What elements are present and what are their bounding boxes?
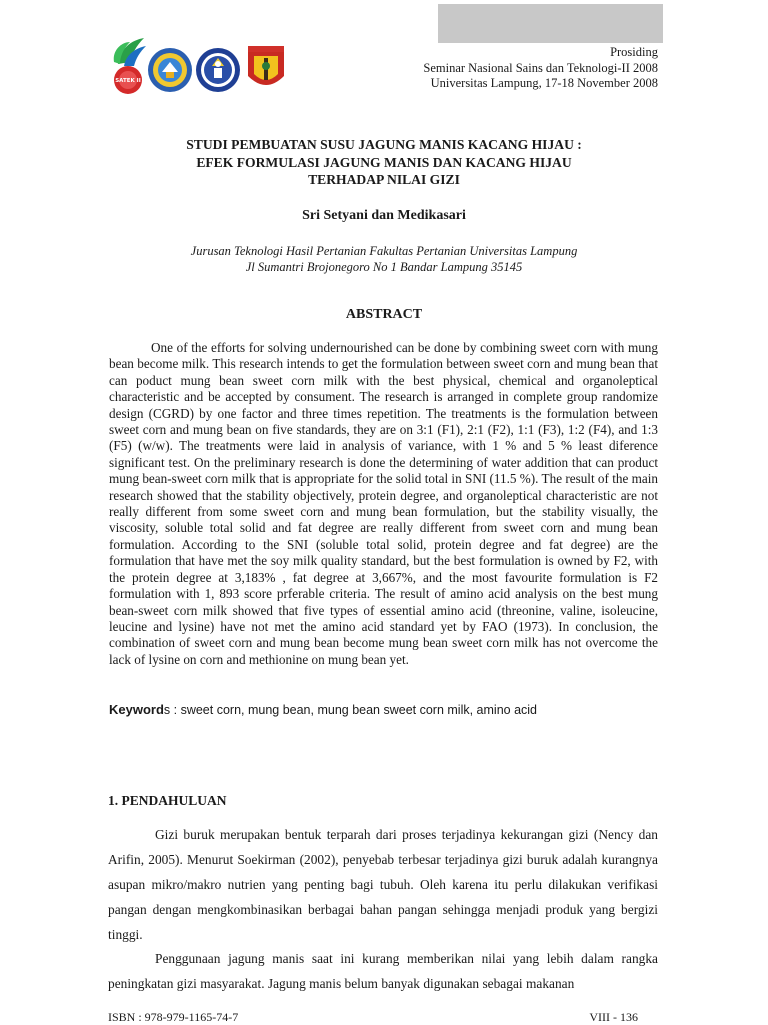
intro-paragraph-2: Penggunaan jagung manis saat ini kurang memberikan nilai yang lebih dalam rangka peningkatan gizi masyarakat. Jagung manis belum banyak digunakan sebagai makanan xyxy=(108,951,658,991)
abstract-body: One of the efforts for solving undernourished can be done by combining sweet corn with mung bean become milk. This research intends to get the formulation between sweet corn and mung bean that can poduct mung bean sweet corn milk with the best physical, chemical and organoleptical characteristic and be accepted by consument. The research is arranged in complete group randomize design (CGRD) by one factor and three times repetition. The treatments is the formulation between sweet corn and mung bean on five standards, they are on 3:1 (F1), 2:1 (F2), 1:1 (F3), 1:2 (F4), and 1:3 (F5) (w/w). The treatments were laid in analysis of variance, with 1 % and 5 % least diference significant test. On the preliminary research is done the determining of water addition that can product mung bean-sweet corn milk that is appropriate for the solid total in SNI (11.5 %). The result of the main research showed that the stability objectively, protein degree, and organoleptical characteristic are not really different from some sweet corn and mung bean formulation, but the stability visually, the viscosity, soluble total solid and fat degree are really different from sweet corn and mung bean formulation. According to the SNI (soluble total solid, protein degree and fat degree) are the formulation that have met the soy milk quality standard, but the best formulation is owned by F2, with the protein degree at 3,183% , fat degree at 3,667%, and the most favourite formulation is F2 formulation with 1, 893 score prferable criteria. The result of amino acid analysis on the best mung bean-sweet corn milk showed that five types of essential amino acid (threonine, valine, isoleucine, leucine and lysine) have not met the amino acid standard yet by FAO (1973). In conclusion, the combination of sweet corn and mung bean become mung bean sweet corn milk has not overcome the lack of lysine on corn and methionine on mung bean yet. xyxy=(109,340,658,667)
affiliation-line-2: Jl Sumantri Brojonegoro No 1 Bandar Lampung 35145 xyxy=(245,260,523,274)
affiliation-line-1: Jurusan Teknologi Hasil Pertanian Fakultas Pertanian Universitas Lampung xyxy=(190,244,578,258)
abstract-heading: ABSTRACT xyxy=(345,307,423,322)
header-line-prosiding: Prosiding xyxy=(610,45,658,59)
keywords-text: : sweet corn, mung bean, mung bean sweet corn milk, amino acid xyxy=(170,703,538,717)
ministry-emblem-icon xyxy=(196,48,240,92)
keywords-label-suffix: s xyxy=(163,703,171,717)
header-line-venue: Universitas Lampung, 17-18 November 2008 xyxy=(430,76,658,90)
conference-logos xyxy=(108,36,288,96)
title-line-3: TERHADAP NILAI GIZI xyxy=(308,172,460,187)
title-line-2: EFEK FORMULASI JAGUNG MANIS DAN KACANG HIJAU xyxy=(196,154,572,170)
author-affiliation xyxy=(108,243,660,275)
title-line-1: STUDI PEMBUATAN SUSU JAGUNG MANIS KACANG HIJAU : xyxy=(186,137,582,152)
intro-paragraph-1: Gizi buruk merupakan bentuk terparah dari proses terjadinya kekurangan gizi (Nency dan Arifin, 2005). Menurut Soekirman (2002), penyebab terbesar terjadinya gizi buruk adalah kurangnya asupan mikro/makro nutrien yang penting bagi tubuh. Oleh karena itu perlu dilakukan verifikasi pangan dengan mengkombinasikan berbagai bahan pangan sehingga menjadi produk yang bergizi tinggi. xyxy=(108,827,658,942)
satek-logo-icon xyxy=(114,38,146,94)
footer-page-number: VIII - 136 xyxy=(589,1010,638,1024)
section-heading-introduction: 1. PENDAHULUAN xyxy=(108,793,227,808)
keywords-line xyxy=(109,702,537,718)
province-shield-icon xyxy=(248,46,284,85)
paper-title xyxy=(108,136,660,189)
header-line-seminar: Seminar Nasional Sains dan Teknologi-II 2008 xyxy=(423,60,658,75)
university-emblem-icon xyxy=(148,48,192,92)
paper-authors: Sri Setyani dan Medikasari xyxy=(302,208,466,223)
footer-isbn: ISBN : 978-979-1165-74-7 xyxy=(108,1010,239,1024)
header-gray-box xyxy=(438,4,663,43)
keywords-label: Keyword xyxy=(109,702,164,717)
svg-text:SATEK II: SATEK II xyxy=(115,78,141,84)
proceedings-header xyxy=(423,45,658,92)
